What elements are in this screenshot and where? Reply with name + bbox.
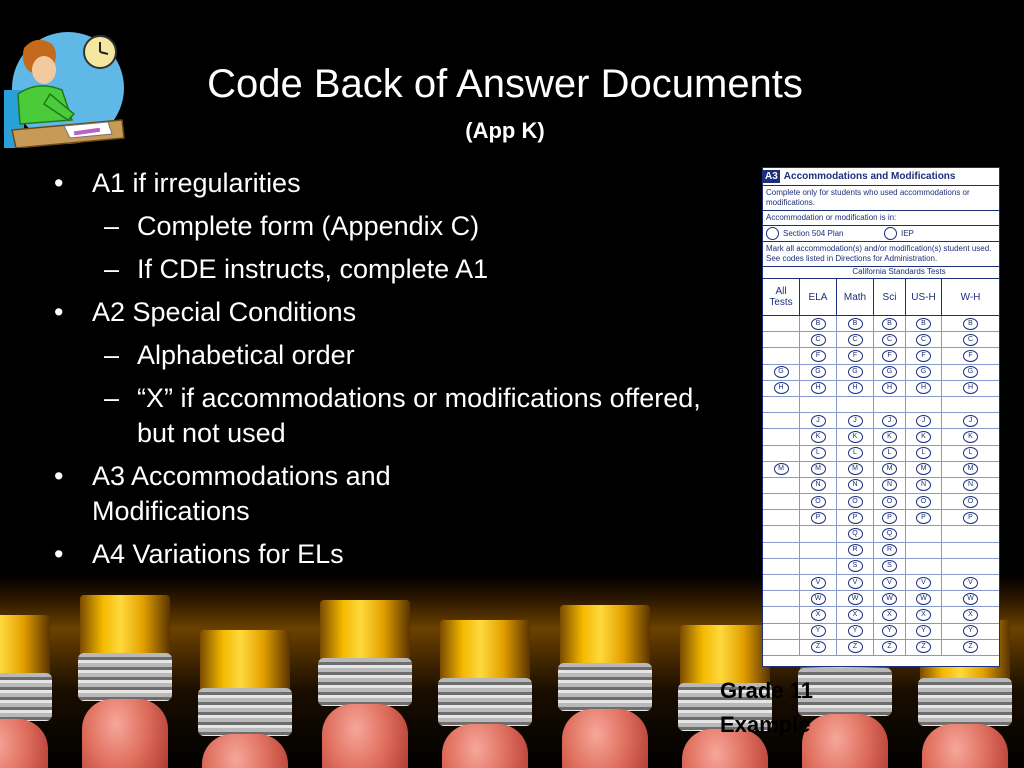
answer-bubble[interactable]: K xyxy=(963,431,978,443)
bubble-row xyxy=(763,510,999,526)
bubble-row xyxy=(763,429,999,445)
answer-bubble[interactable]: X xyxy=(916,609,931,621)
answer-bubble[interactable]: X xyxy=(811,609,826,621)
radio-iep[interactable] xyxy=(884,227,897,240)
answer-bubble[interactable]: N xyxy=(963,479,978,491)
answer-bubble[interactable]: J xyxy=(882,415,897,427)
bubble-row xyxy=(763,640,999,656)
answer-bubble[interactable]: V xyxy=(811,577,826,589)
bubble-row xyxy=(763,348,999,364)
answer-bubble[interactable]: H xyxy=(848,382,863,394)
student-writing-clipart xyxy=(4,30,126,148)
answer-bubble[interactable]: M xyxy=(963,463,978,475)
radio-504[interactable] xyxy=(766,227,779,240)
answer-bubble[interactable]: Z xyxy=(916,641,931,653)
bubble-row xyxy=(763,624,999,640)
answer-bubble[interactable]: B xyxy=(916,318,931,330)
col-header: ELA xyxy=(800,279,837,315)
answer-bubble[interactable]: J xyxy=(811,415,826,427)
answer-bubble[interactable]: G xyxy=(963,366,978,378)
plan-options: Section 504 Plan IEP xyxy=(763,226,999,242)
pencil xyxy=(440,620,530,768)
answer-bubble[interactable]: V xyxy=(848,577,863,589)
bubble-row xyxy=(763,543,999,559)
sub-bullet-item: – Complete form (Appendix C) xyxy=(104,211,480,241)
answer-bubble[interactable]: P xyxy=(848,512,863,524)
answer-bubble[interactable]: F xyxy=(963,350,978,362)
answer-bubble[interactable]: Z xyxy=(882,641,897,653)
answer-bubble[interactable]: P xyxy=(916,512,931,524)
pencil xyxy=(320,600,410,768)
answer-bubble[interactable]: F xyxy=(882,350,897,362)
col-header: Math xyxy=(837,279,874,315)
answer-bubble[interactable]: M xyxy=(811,463,826,475)
col-header: US-H xyxy=(906,279,942,315)
answer-bubble[interactable]: R xyxy=(848,544,863,556)
answer-bubble[interactable]: W xyxy=(882,593,897,605)
bullet-item: • A4 Variations for ELs xyxy=(54,539,344,569)
answer-bubble[interactable]: H xyxy=(963,382,978,394)
bullet-item: • A2 Special Conditions xyxy=(54,297,357,327)
bubble-row xyxy=(763,462,999,478)
page-title: Code Back of Answer Documents xyxy=(207,62,803,106)
answer-bubble[interactable]: H xyxy=(916,382,931,394)
answer-bubble[interactable]: L xyxy=(848,447,863,459)
answer-bubble[interactable]: P xyxy=(882,512,897,524)
bubble-row xyxy=(763,526,999,542)
form-mark-all: Mark all accommodation(s) and/or modification(s) student used. See codes listed in Directions for Administration. xyxy=(763,242,999,267)
bubble-row xyxy=(763,478,999,494)
answer-bubble[interactable]: L xyxy=(882,447,897,459)
sub-bullet-item: – “X” if accommodations or modifications offered, but not used xyxy=(104,383,701,448)
answer-bubble[interactable]: S xyxy=(848,560,863,572)
answer-bubble[interactable]: V xyxy=(916,577,931,589)
answer-bubble[interactable]: X xyxy=(963,609,978,621)
answer-bubble[interactable]: H xyxy=(774,382,789,394)
answer-bubble[interactable]: M xyxy=(848,463,863,475)
bubble-row xyxy=(763,607,999,623)
bullet-item: • A1 if irregularities xyxy=(54,168,301,198)
sub-bullet-item: – Alphabetical order xyxy=(104,340,355,370)
answer-bubble[interactable]: G xyxy=(848,366,863,378)
answer-bubble[interactable]: G xyxy=(811,366,826,378)
answer-bubble[interactable]: W xyxy=(811,593,826,605)
answer-bubble[interactable]: O xyxy=(882,496,897,508)
answer-bubble[interactable]: O xyxy=(848,496,863,508)
section-badge: A3 xyxy=(765,171,778,182)
bubble-row xyxy=(763,559,999,575)
answer-bubble[interactable]: H xyxy=(882,382,897,394)
answer-bubble[interactable]: N xyxy=(882,479,897,491)
answer-bubble[interactable]: L xyxy=(916,447,931,459)
clock-icon xyxy=(84,36,116,68)
answer-bubble[interactable]: K xyxy=(916,431,931,443)
col-header: All Tests xyxy=(763,279,800,315)
answer-bubble[interactable]: J xyxy=(963,415,978,427)
answer-bubble[interactable]: B xyxy=(811,318,826,330)
answer-bubble[interactable]: H xyxy=(811,382,826,394)
bubble-row xyxy=(763,446,999,462)
col-header: W-H xyxy=(960,291,981,303)
answer-bubble[interactable]: P xyxy=(811,512,826,524)
bubble-row xyxy=(763,397,999,413)
answer-bubble[interactable]: K xyxy=(848,431,863,443)
pencil xyxy=(200,630,290,768)
answer-bubble[interactable]: N xyxy=(811,479,826,491)
answer-bubble[interactable]: Y xyxy=(916,625,931,637)
answer-bubble[interactable]: B xyxy=(963,318,978,330)
answer-bubble[interactable]: F xyxy=(848,350,863,362)
answer-bubble[interactable]: Z xyxy=(848,641,863,653)
answer-bubble[interactable]: C xyxy=(963,334,978,346)
answer-bubble[interactable]: Q xyxy=(882,528,897,540)
col-header: Sci xyxy=(874,279,906,315)
answer-bubble[interactable]: C xyxy=(811,334,826,346)
answer-bubble[interactable]: N xyxy=(916,479,931,491)
answer-document-form xyxy=(762,167,1000,667)
answer-bubble[interactable]: F xyxy=(811,350,826,362)
answer-bubble[interactable]: S xyxy=(882,560,897,572)
answer-bubble[interactable]: K xyxy=(811,431,826,443)
answer-bubble[interactable]: B xyxy=(882,318,897,330)
column-headers xyxy=(763,279,999,316)
answer-bubble[interactable]: O xyxy=(916,496,931,508)
answer-bubble[interactable]: X xyxy=(882,609,897,621)
answer-bubble[interactable]: Z xyxy=(963,641,978,653)
answer-bubble[interactable]: W xyxy=(916,593,931,605)
sub-bullet-item: – If CDE instructs, complete A1 xyxy=(104,254,489,284)
cst-label: California Standards Tests xyxy=(763,267,999,279)
bubble-row xyxy=(763,365,999,381)
answer-bubble[interactable]: J xyxy=(848,415,863,427)
answer-bubble[interactable]: F xyxy=(916,350,931,362)
bubble-row xyxy=(763,316,999,332)
bubble-row xyxy=(763,381,999,397)
answer-bubble[interactable]: O xyxy=(963,496,978,508)
answer-bubble[interactable]: Y xyxy=(882,625,897,637)
bubble-row xyxy=(763,332,999,348)
form-instruction: Complete only for students who used accommodations or modifications. xyxy=(763,186,999,211)
answer-bubble[interactable]: R xyxy=(882,544,897,556)
answer-bubble[interactable]: P xyxy=(963,512,978,524)
answer-bubble[interactable]: Y xyxy=(811,625,826,637)
answer-bubble[interactable]: L xyxy=(811,447,826,459)
pencil xyxy=(0,615,50,768)
answer-bubble[interactable]: C xyxy=(848,334,863,346)
answer-bubble[interactable]: J xyxy=(916,415,931,427)
pencil xyxy=(80,595,170,768)
answer-bubble[interactable]: B xyxy=(848,318,863,330)
answer-bubble[interactable]: Y xyxy=(963,625,978,637)
answer-bubble[interactable]: M xyxy=(882,463,897,475)
answer-bubble[interactable]: K xyxy=(882,431,897,443)
answer-bubble[interactable]: N xyxy=(848,479,863,491)
answer-bubble[interactable]: V xyxy=(963,577,978,589)
answer-bubble[interactable]: O xyxy=(811,496,826,508)
page-subtitle: (App K) xyxy=(465,118,545,143)
answer-bubble[interactable]: V xyxy=(882,577,897,589)
answer-bubble[interactable]: G xyxy=(882,366,897,378)
answer-bubble[interactable]: C xyxy=(916,334,931,346)
answer-bubble[interactable]: G xyxy=(916,366,931,378)
form-heading: Accommodations and Modifications xyxy=(783,171,956,182)
answer-bubble[interactable]: L xyxy=(963,447,978,459)
bubble-row xyxy=(763,591,999,607)
answer-bubble[interactable]: X xyxy=(848,609,863,621)
answer-bubble[interactable]: G xyxy=(774,366,789,378)
answer-bubble[interactable]: C xyxy=(882,334,897,346)
answer-bubble[interactable]: Q xyxy=(848,528,863,540)
answer-bubble[interactable]: M xyxy=(774,463,789,475)
bullet-list xyxy=(52,166,732,580)
answer-bubble[interactable]: Y xyxy=(848,625,863,637)
caption: Grade 11 Example xyxy=(720,678,813,737)
form-accommodation-label: Accommodation or modification is in: xyxy=(763,211,999,226)
pencil xyxy=(560,605,650,768)
bubble-row xyxy=(763,575,999,591)
bubble-row xyxy=(763,494,999,510)
answer-bubble[interactable]: M xyxy=(916,463,931,475)
bullet-item: • A3 Accommodations and Modifications xyxy=(54,461,391,526)
answer-bubble[interactable]: W xyxy=(963,593,978,605)
bubble-grid xyxy=(763,316,999,656)
answer-bubble[interactable]: W xyxy=(848,593,863,605)
bubble-row xyxy=(763,413,999,429)
answer-bubble[interactable]: Z xyxy=(811,641,826,653)
